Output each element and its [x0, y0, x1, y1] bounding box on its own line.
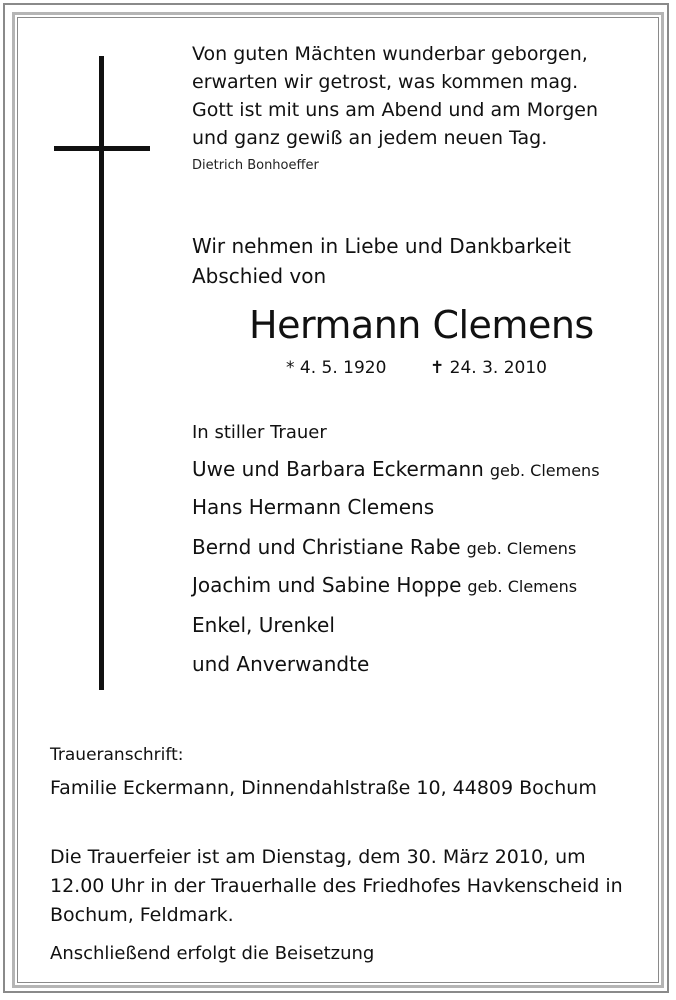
address-value: Familie Eckermann, Dinnendahlstraße 10, 44809 Bochum: [50, 777, 597, 799]
cross-icon-horizontal: [54, 146, 150, 151]
mourner-name: Bernd und Christiane Rabe: [192, 535, 461, 559]
poem-line: erwarten wir getrost, was kommen mag.: [192, 71, 579, 93]
mourner-nee: geb. Clemens: [466, 539, 577, 558]
intro-line: Abschied von: [192, 264, 327, 288]
cross-icon-vertical: [99, 56, 104, 690]
funeral-notice: [50, 843, 623, 930]
funeral-line: Die Trauerfeier ist am Dienstag, dem 30. März 2010, um: [50, 846, 586, 868]
mourner-entry: [192, 652, 369, 676]
poem-line: Gott ist mit uns am Abend und am Morgen: [192, 99, 598, 121]
poem: [192, 40, 598, 152]
burial-notice: Anschließend erfolgt die Beisetzung: [50, 943, 375, 964]
mourner-entry: [192, 495, 434, 519]
mourner-entry: [192, 457, 600, 481]
mourner-name: Joachim und Sabine Hoppe: [192, 573, 462, 597]
poem-line: Von guten Mächten wunderbar geborgen,: [192, 43, 588, 65]
intro-text: [192, 231, 571, 291]
mourner-name: Enkel, Urenkel: [192, 613, 335, 637]
funeral-line: Bochum, Feldmark.: [50, 904, 234, 926]
mourner-name: und Anverwandte: [192, 652, 370, 676]
funeral-line: 12.00 Uhr in der Trauerhalle des Friedhofes Havkenscheid in: [50, 875, 623, 897]
mourner-nee: geb. Clemens: [467, 577, 578, 596]
poem-line: und ganz gewiß an jedem neuen Tag.: [192, 127, 548, 149]
death-date: ✝ 24. 3. 2010: [430, 358, 547, 378]
mourner-nee: geb. Clemens: [489, 461, 600, 480]
mourners-heading: In stiller Trauer: [192, 422, 327, 443]
mourner-entry: [192, 535, 576, 559]
mourner-entry: [192, 613, 335, 637]
deceased-name: Hermann Clemens: [249, 303, 594, 347]
mourner-name: Hans Hermann Clemens: [192, 495, 435, 519]
birth-date: * 4. 5. 1920: [286, 358, 387, 378]
mourner-name: Uwe und Barbara Eckermann: [192, 457, 484, 481]
intro-line: Wir nehmen in Liebe und Dankbarkeit: [192, 234, 571, 258]
mourner-entry: [192, 573, 577, 597]
address-label: Traueranschrift:: [50, 745, 184, 765]
poem-author: Dietrich Bonhoeffer: [192, 158, 319, 172]
